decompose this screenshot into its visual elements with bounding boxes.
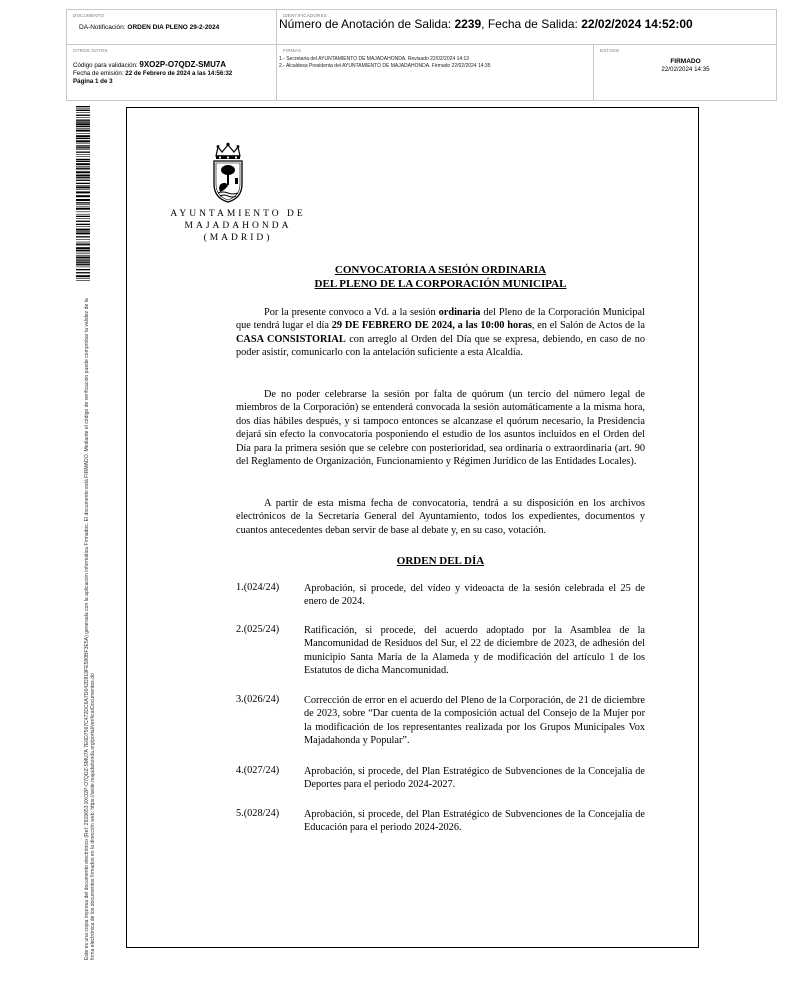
otros-datos-label: OTROS DATOS — [73, 48, 108, 53]
letterhead-line-3: (MADRID) — [203, 233, 273, 243]
side-verification-text: Este es una copia impresa del documento electrónico (Ref: 2919653 9XO2P-O7QDZ-SMU7A 7E6D7567C472DC6A7D642D819FE580BF3E5A) generada con la aplicación informática Firmadoc. El documento está FIRMADO. Mediante el código de verificación puede comprobar la validez de la firma electrónica de los documentos firmados en la dirección web: https://sede.majadahonda.org/portal/verificarDocumentos.do — [84, 298, 97, 960]
agenda-item-text: Aprobación, si procede, del Plan Estratégico de Subvenciones de la Concejalía de Educación para el periodo 2024-2026. — [304, 809, 645, 834]
agenda-item-number: 5.(028/24) — [236, 808, 280, 819]
anotacion-salida: Número de Anotación de Salida: 2239, Fecha de Salida: 22/02/2024 14:52:00 — [279, 17, 693, 31]
validation-header — [66, 9, 777, 101]
firmas-label: FIRMAS — [283, 48, 302, 53]
agenda-item-text: Corrección de error en el acuerdo del Pleno de la Corporación, de 21 de diciembre de 2023, sobre “Dar cuenta de la composición actual del Consejo de la Mujer por la modificación de los representantes realizada por los Grupos Municipales Vox Majadahonda y Popular”. — [304, 695, 645, 747]
paragraph-convocatoria: Por la presente convoco a Vd. a la sesión ordinaria del Pleno de la Corporación Municipal que tendrá lugar el día 29 DE FEBRERO DE 2024, a las 10:00 horas, en el Salón de Actos de la CASA CONSISTORIAL con arreglo al Orden del Día que se expresa, debiendo, en caso de no poder asistir, comunicarlo con la antelación suficiente a esta Alcaldía. — [236, 307, 645, 359]
agenda-item-number: 2.(025/24) — [236, 624, 280, 635]
identificadores-label: IDENTIFICADORES — [283, 13, 328, 18]
otros-datos-cell — [67, 45, 277, 101]
validation-code: Código para validación: 9XO2P-O7QDZ-SMU7A — [73, 60, 227, 69]
firma-line-2: 2.- Alcaldesa Presidenta del AYUNTAMIENTO DE MAJADAHONDA. Firmado 22/02/2024 14:35 — [279, 63, 491, 69]
documento-cell — [67, 10, 277, 45]
documento-value: DA-Notificación: ORDEN DIA PLENO 29-2-2024 — [79, 24, 220, 31]
orden-del-dia-title: ORDEN DEL DÍA — [396, 555, 485, 567]
status-date: 22/02/2024 14:35 — [661, 66, 710, 73]
estado-label: ESTADO — [600, 48, 620, 53]
identificadores-cell — [277, 10, 777, 45]
letterhead-line-2: MAJADAHONDA — [184, 221, 292, 231]
agenda-item-text: Aprobación, si procede, del Plan Estratégico de Subvenciones de la Concejalía de Deportes para el periodo 2024-2027. — [304, 766, 645, 791]
agenda-item-text: Aprobación, si procede, del vídeo y videoacta de la sesión celebrada el 25 de enero de 2024. — [304, 583, 645, 608]
document-title-line-2: DEL PLENO DE LA CORPORACIÓN MUNICIPAL — [314, 278, 567, 290]
agenda-item-text: Ratificación, si procede, del acuerdo adoptado por la Asamblea de la Mancomunidad de Residuos del Sur, el 22 de diciembre de 2023, de adhesión del municipio Santa María de la Alameda y de modificación del artículo 1 de los Estatutos de dicha Mancomunidad. — [304, 625, 645, 677]
firma-line-1: 1.- Secretaria del AYUNTAMIENTO DE MAJADAHONDA. Revisado 22/02/2024 14:13 — [279, 56, 470, 62]
agenda-item-number: 3.(026/24) — [236, 694, 280, 705]
coat-of-arms-icon — [208, 142, 248, 204]
page-count: Página 1 de 3 — [73, 78, 113, 85]
firmas-cell — [277, 45, 594, 101]
status-badge: FIRMADO — [670, 58, 701, 65]
agenda-item-number: 1.(024/24) — [236, 582, 280, 593]
letterhead — [170, 208, 306, 244]
agenda-item-number: 4.(027/24) — [236, 765, 280, 776]
paragraph-archivos: A partir de esta misma fecha de convocatoria, tendrá a su disposición en los archivos electrónicos de la Secretaría General del Ayuntamiento, todos los expedientes, documentos y cuantos antecedentes deban servir de base al debate y, en su caso, votación. — [236, 498, 645, 536]
emission-date: Fecha de emisión: 22 de Febrero de 2024 a las 14:56:32 — [73, 70, 233, 77]
letterhead-line-1: AYUNTAMIENTO DE — [170, 209, 306, 219]
barcode — [76, 106, 90, 282]
estado-cell — [594, 45, 777, 101]
document-title-line-1: CONVOCATORIA A SESIÓN ORDINARIA — [334, 264, 547, 276]
paragraph-quorum: De no poder celebrarse la sesión por falta de quórum (un tercio del número legal de miembros de la Corporación) se entenderá convocada la sesión automáticamente a la misma hora, dos días hábiles después, y si tampoco entonces se alcanzase el quórum necesario, la Presidencia dejará sin efecto la convocatoria posponiendo el estudio de los asuntos incluidos en el Orden del Día para la primera sesión que se celebre con posterioridad, sea ordinaria o extraordinaria (art. 90 del Reglamento de Organización, Funcionamiento y Régimen Jurídico de las Entidades Locales). — [236, 389, 645, 468]
documento-label: DOCUMENTO — [73, 13, 105, 18]
